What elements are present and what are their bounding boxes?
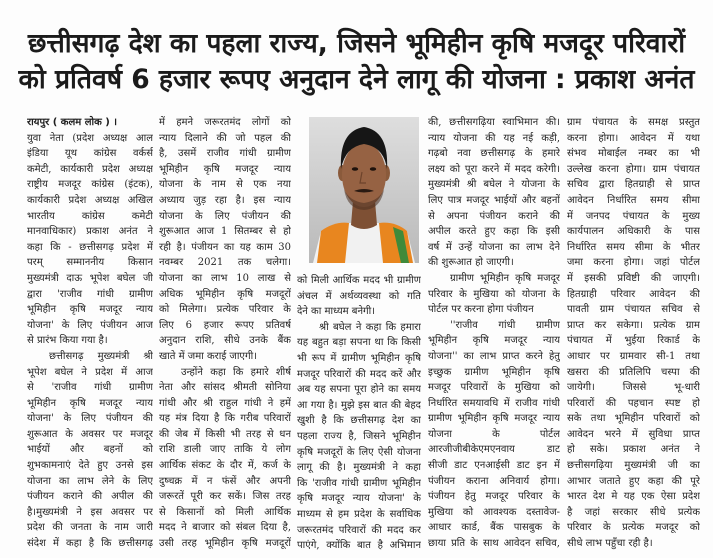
article-line: योजना के नाम से एक नया xyxy=(159,179,291,191)
article-line: भूपेश बघेल ने प्रदेश में आज xyxy=(27,366,153,378)
article-line: लागू की है। मुख्यमंत्री ने कहा xyxy=(297,462,421,474)
article-line: अंचल में अर्थव्यवस्था को गति xyxy=(297,290,421,302)
article-line: योजना के लिए पंजीयन की xyxy=(159,210,291,222)
person-eye-left xyxy=(352,167,358,171)
article-line: योजना'' का लाभ प्राप्त करने हेतु xyxy=(428,350,560,362)
article-line: अध्याय जुड़ रहा है। इस न्याय xyxy=(159,194,291,206)
portrait-photo xyxy=(297,117,421,273)
article-line: खसरा की प्रतिलिपि चस्पा की xyxy=(567,366,700,378)
article-line: लक्ष्य को पूरा करने में मदद करेगी। xyxy=(428,163,560,175)
article-line: सीधे लाभ पहुँचा रही है। xyxy=(567,538,653,550)
article-line: सचिव द्वारा हितग्राही से प्राप्त xyxy=(567,179,700,191)
article-line: शुरूआत के अवसर पर मजदूर xyxy=(27,428,153,440)
article-line: ''राजीव गांधी ग्रामीण xyxy=(450,319,560,331)
article-line: आवेदन निर्धारित समय सीमा xyxy=(567,194,700,206)
article-line: पोर्टल पर करना होगा पंजीयन xyxy=(428,304,534,316)
article-line: भाईयों और बहनों को xyxy=(27,444,153,456)
article-line: लिए पात्र मजदूर भाईयों और बहनों xyxy=(428,194,560,206)
portrait-image xyxy=(309,117,419,263)
headline-line-2: को प्रतिवर्ष 6 हजार रूपए अनुदान देने लागू की योजना : प्रकाश अनंत xyxy=(18,64,695,95)
article-line: में हमने जरूरतमंद लोगों को xyxy=(159,117,291,128)
article-line: हो सके। प्रकाश अनंत ने xyxy=(567,444,700,456)
article-line: में जनपद पंचायत के मुख्य xyxy=(567,210,700,222)
article-line: जायेगी। जिससे भू-धारी xyxy=(567,382,700,394)
article-line: कार्यपालन अधिकारी के पास xyxy=(567,226,700,238)
article-line: वर्ष में उन्हें योजना का लाभ देने xyxy=(428,241,560,253)
article-line: करना होगा। आवेदन में यथा xyxy=(567,132,700,144)
article-line: जरूरतमंद परिवारों की मदद कर xyxy=(297,524,421,536)
article-line: अपील करते हुए कहा कि इसी xyxy=(428,226,560,238)
article-line: छत्तीसगढ़ मुख्यमंत्री श्री xyxy=(49,350,153,362)
article-line: उसी तरह भूमिहीन कृषि मजदूरों xyxy=(159,538,291,550)
article-line: कहा कि - छत्तीसगढ़ प्रदेश में xyxy=(27,241,153,253)
article-line: प्राप्त कर सकेगा। प्रत्येक ग्राम xyxy=(567,319,700,331)
article-line: पंजीयन कराने की अपील की xyxy=(27,491,153,503)
article-line: में इसकी प्रविष्टी की जाएगी। xyxy=(567,272,700,284)
article-line: को मिलेगा। प्रत्येक परिवार के xyxy=(159,304,291,316)
article-line: सके तथा भूमिहीन परिवारों को xyxy=(567,413,700,425)
article-line: छत्तीसगढ़िया मुख्यमंत्री जी का xyxy=(567,460,700,472)
article-line: भी रूप में ग्रामीण भूमिहीन कृषि xyxy=(297,352,421,364)
article-line: पहला राज्य है, जिसने भूमिहीन xyxy=(297,430,421,442)
article-line: यह मंत्र दिया है कि गरीब परिवारों xyxy=(159,413,291,425)
article-column-5 xyxy=(567,115,700,552)
article-line: मुख्यमंत्री दाऊ भूपेश बघेल जी xyxy=(27,272,153,284)
article-column-3 xyxy=(297,115,421,554)
article-line: कृषि मजदूरों के लिए ऐसी योजना xyxy=(297,446,421,458)
article-line: देने का माध्यम बनेगी। xyxy=(297,306,376,318)
article-line: नेता और सांसद श्रीमती सोनिया xyxy=(159,382,291,394)
article-line: हितग्राही परिवार आवेदन की xyxy=(567,288,700,300)
article-line: परम् सम्माननीय किसान xyxy=(27,257,153,269)
article-line: योजना' के लिए पंजीयन की xyxy=(27,413,153,425)
article-line: ग्रामीण भूमिहीन कृषि मजदूर xyxy=(450,272,560,284)
article-line: से प्रारंभ किया गया है। xyxy=(27,335,108,347)
article-line: पंचायत में भुईया रिकार्ड के xyxy=(567,335,700,347)
article-line: मदद ने बाजार को संबल दिया है, xyxy=(159,522,291,534)
article-line: न्याय दिलाने की जो पहल की xyxy=(159,132,291,144)
article-line: यह बहुत बड़ा सपना था कि किसी xyxy=(297,337,421,349)
article-line: इच्छुक ग्रामीण भूमिहीन कृषि xyxy=(428,366,560,378)
article-line: लिए 6 हजार रूपए प्रतिवर्ष xyxy=(159,319,291,331)
article-line: शुरूआत आज 1 सितम्बर से हो xyxy=(159,226,291,238)
article-line: मजदूर परिवारों के मुखिया को xyxy=(428,382,560,394)
article-line: आधार पर ग्रामवार सी-1 तथा xyxy=(567,350,700,362)
article-column-2 xyxy=(159,115,291,552)
headline-line-1: छत्तीसगढ़ देश का पहला राज्य, जिसने भूमिहीन कृषि मजदूर परिवारों xyxy=(27,28,686,59)
article-line: योजना के पोर्टल xyxy=(428,428,560,440)
article-line: नवम्बर 2021 तक चलेगा। xyxy=(159,257,291,269)
person-eye-right xyxy=(370,167,376,171)
article-line: कि 'राजीव गांधी ग्रामीण भूमिहीन xyxy=(297,477,421,489)
article-line: है।मुख्यमंत्री ने इस अवसर पर xyxy=(27,506,153,518)
article-line: परिवार के प्रत्येक मजदूर को xyxy=(567,522,700,534)
article-line: जरूरतें पूरी कर सकें। जिस तरह xyxy=(159,491,291,503)
article-line: उन्होंने कहा कि हमारे शीर्ष xyxy=(181,366,291,378)
article-line: से अपना पंजीयन कराने की xyxy=(428,210,560,222)
article-line: परिवारों की पहचान स्पष्ट हो xyxy=(567,397,700,409)
article-line: आर्थिक संकट के दौर में, कर्ज के xyxy=(159,460,291,472)
article-line: संदेश में कहा है कि छत्तीसगढ़ xyxy=(27,538,153,550)
article-line: आ गया है। मुझे इस बात की बेहद xyxy=(297,399,421,411)
article-line: योजना' के लिए पंजीयन आज xyxy=(27,319,153,331)
article-line: प्रदेश की जनता के नाम जारी xyxy=(27,522,153,534)
article-line: मजदूर परिवारों की मदद करें और xyxy=(297,368,421,380)
article-line: भूमिहीन कृषि मजदूर न्याय xyxy=(159,163,291,175)
article-line: राष्ट्रीय मजदूर कांग्रेस (इंटक), xyxy=(27,179,153,191)
article-line: कार्यकारी प्रदेश अध्यक्ष अखिल xyxy=(27,194,153,206)
article-line: भूमिहीन कृषि मजदूर न्याय xyxy=(27,304,153,316)
article-line: ग्रामीण भूमिहीन कृषि मजदूर न्याय xyxy=(428,413,560,425)
article-line: खाते में जमा कराई जाएगी। xyxy=(159,350,257,362)
article-line: मानवाधिकार) प्रकाश अनंत ने xyxy=(27,226,153,238)
article-line: परिवार के मुखिया को योजना के xyxy=(428,288,560,300)
article-line: उल्लेख करना होगा। ग्राम पंचायत xyxy=(567,163,700,175)
article-line: अनुदान राशि, सीधे उनके बैंक xyxy=(159,335,291,347)
article-line: कमेटी, कार्यकारी प्रदेश अध्यक्ष xyxy=(27,163,153,175)
article-line: रही है। पंजीयन का यह काम 30 xyxy=(159,241,291,253)
article-column-1 xyxy=(27,115,153,552)
article-line: निर्धारित समय सीमा के भीतर xyxy=(567,241,700,253)
article-line: की जेब में किसी भी तरह से धन xyxy=(159,428,291,440)
article-line: इंडिया यूथ कांग्रेस वर्कर्स xyxy=(27,148,153,160)
article-line: आवेदन भरने में सुविधा प्राप्त xyxy=(567,428,700,440)
article-line: अब यह सपना पूरा होने का समय xyxy=(297,384,421,396)
article-line: कृषि मजदूर न्याय योजना' के xyxy=(297,493,421,505)
article-line: युवा नेता (प्रदेश अध्यक्ष आल xyxy=(27,132,153,144)
article-line: सीजी डाट एनआईसी डाट इन में xyxy=(428,460,560,472)
article-line: आरजीजीबीकेएमएनवाय डाट xyxy=(428,444,560,456)
article-line: अधिक भूमिहीन कृषि मजदूरों xyxy=(159,288,291,300)
article-line: पंजीयन हेतु मजदूर परिवार के xyxy=(428,491,560,503)
article-line: मुखिया को आवश्यक दस्तावेज- xyxy=(428,506,560,518)
article-line: गांधी और श्री राहुल गांधी ने हमें xyxy=(159,397,291,409)
article-line: ग्राम पंचायत के समक्ष प्रस्तुत xyxy=(567,117,700,128)
article-line: की शुरूआत हो जाएगी। xyxy=(428,257,514,269)
article-line: की, छत्तीसगढ़िया स्वाभिमान की। xyxy=(428,117,560,128)
article-line: माध्यम से हम प्रदेश के सर्वाधिक xyxy=(297,508,421,520)
article-line: द्वारा 'राजीव गांधी ग्रामीण xyxy=(27,288,153,300)
article-line: दुष्चक्र में न फंसें और अपनी xyxy=(159,475,291,487)
article-line: पावती ग्राम पंचायत सचिव से xyxy=(567,304,700,316)
article-line: शुभकामनाएं देते हुए उनसे इस xyxy=(27,460,153,472)
article-line: है, उसमें राजीव गांधी ग्रामीण xyxy=(159,148,291,160)
article-line: भूमिहीन कृषि मजदूर न्याय xyxy=(27,397,153,409)
article-line: गढ़बो नवा छत्तीसगढ़ के हमारे xyxy=(428,148,560,160)
article-line: जमा करना होगा। जहां पोर्टल xyxy=(567,257,700,269)
article-line: श्री बघेल ने कहा कि हमारा xyxy=(319,321,421,333)
article-line: योजना का लाभ लेने के लिए xyxy=(27,475,153,487)
article-line: छाया प्रति के साथ आवेदन सचिव, xyxy=(428,538,560,550)
article-line: खुशी है कि छत्तीसगढ़ देश का xyxy=(297,415,421,427)
article-line: संभव मोबाईल नम्बर का भी xyxy=(567,148,700,160)
article-line: पाएंगे, क्योंकि बात है अभिमान xyxy=(297,540,421,552)
article-line: आभार जताते हुए कहा की पूरे xyxy=(567,475,700,487)
article-line: पंजीयन कराना अनिवार्य होगा। xyxy=(428,475,560,487)
article-line: को मिली आर्थिक मदद भी ग्रामीण xyxy=(297,275,421,286)
article-line: से 'राजीव गांधी ग्रामीण xyxy=(27,382,153,394)
article-line: भूमिहीन कृषि मजदूर न्याय xyxy=(428,335,560,347)
article-line: योजना का लाभ 10 लाख से xyxy=(159,272,291,284)
article-line: से किसानों को मिली आर्थिक xyxy=(159,506,291,518)
article-line: भारत देश मे यह एक ऐसा प्रदेश xyxy=(567,491,700,503)
dateline: रायपुर ( कलम लोक ) । xyxy=(27,117,118,128)
headline xyxy=(14,26,699,98)
article-line: न्याय योजना की यह नई कड़ी, xyxy=(428,132,560,144)
article-line: निर्धारित समयावधि में राजीव गांधी xyxy=(428,397,560,409)
article-line: राशि डाली जाए ताकि ये लोग xyxy=(159,444,291,456)
article-line: है जहां सरकार सीधे प्रत्येक xyxy=(567,506,700,518)
article-line: भारतीय कांग्रेस कमेटी xyxy=(27,210,153,222)
article-column-4 xyxy=(428,115,560,552)
article-line: आधार कार्ड, बैंक पासबुक के xyxy=(428,522,560,534)
article-line: मुख्यमंत्री श्री बघेल ने योजना के xyxy=(428,179,560,191)
